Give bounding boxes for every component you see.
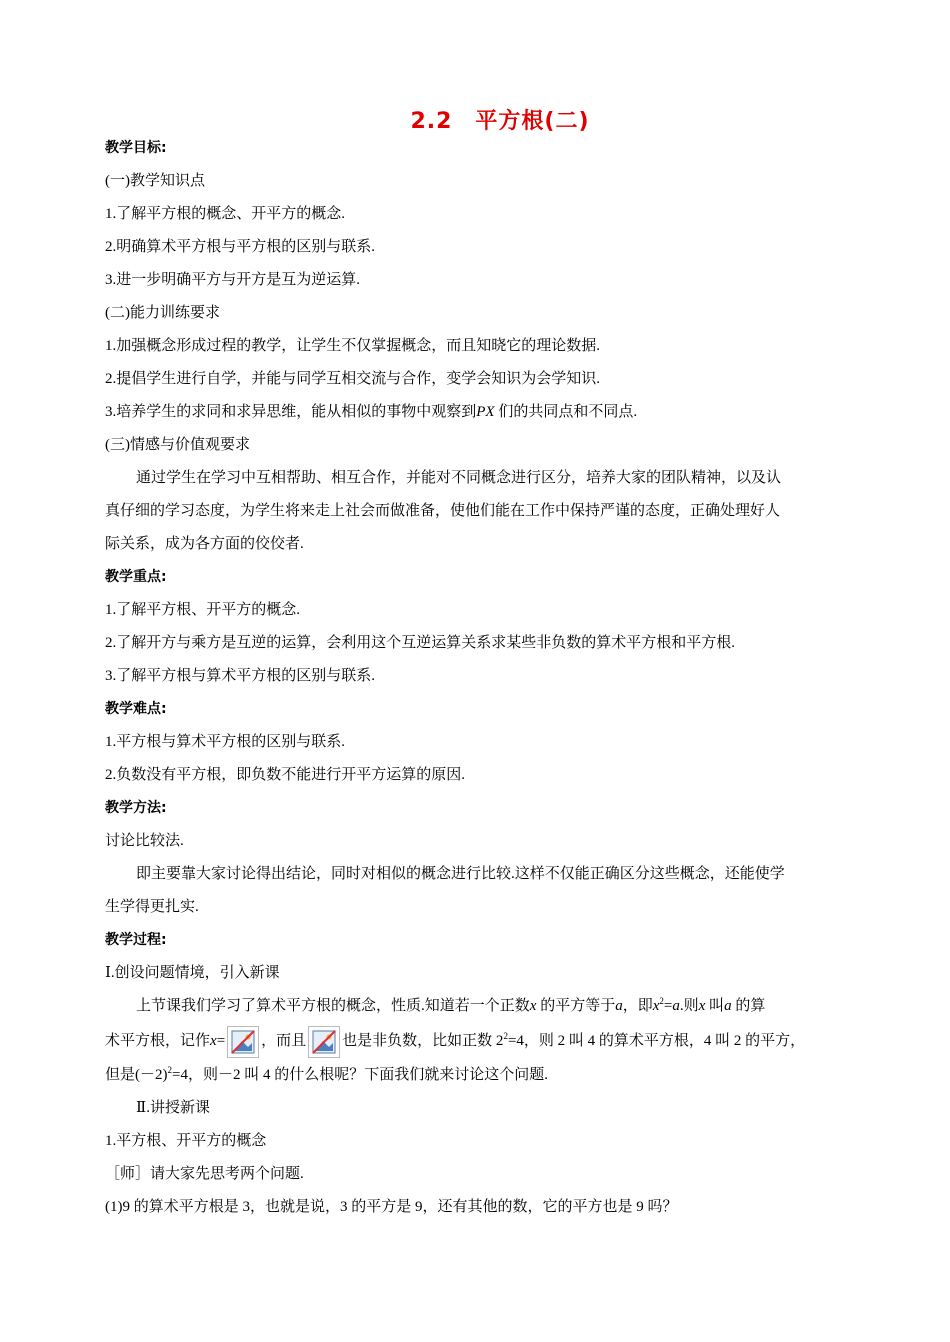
px-text: PX xyxy=(476,404,495,420)
ability-heading: (二)能力训练要求 xyxy=(105,305,220,321)
ability-item xyxy=(105,396,850,429)
ability-item-end: 们的共同点和不同点. xyxy=(498,404,638,420)
knowledge-heading: (一)教学知识点 xyxy=(105,173,205,189)
question-line: (1)9 的算术平方根是 3，也就是说，3 的平方是 9，还有其他的数，它的平方也是 9 吗？ xyxy=(105,1199,678,1215)
methods-heading: 教学方法: xyxy=(105,800,167,816)
knowledge-item: 2.明确算术平方根与平方根的区别与联系. xyxy=(105,239,376,255)
broken-image-icon xyxy=(308,1026,340,1058)
process-heading: 教学过程: xyxy=(105,932,167,948)
page-title: 2.2 平方根(二) xyxy=(410,109,590,134)
intro-line-3: 但是$(-2)^2=4$，则－2 叫 4 的什么根呢？下面我们就来讨论这个问题. xyxy=(105,1065,548,1083)
concept-heading: 1.平方根、开平方的概念 xyxy=(105,1133,267,1149)
emotion-heading: (三)情感与价值观要求 xyxy=(105,437,250,453)
teacher-line: ［师］请大家先思考两个问题. xyxy=(105,1166,304,1182)
broken-image-icon xyxy=(227,1026,259,1058)
section-heading: Ⅰ.创设问题情境，引入新课 xyxy=(105,965,280,981)
key-points-heading: 教学重点: xyxy=(105,569,167,585)
method-desc-line: 即主要靠大家讨论得出结论，同时对相似的概念进行比较.这样不仅能正确区分这些概念，还能使学 xyxy=(136,866,785,882)
key-point-item: 1.了解平方根、开平方的概念. xyxy=(105,602,301,618)
ability-item-text: 3.培养学生的求同和求异思维，能从相似的事物中观察到 xyxy=(105,404,477,420)
method-desc-line: 生学得更扎实. xyxy=(105,899,199,915)
key-point-item: 3.了解平方根与算术平方根的区别与联系. xyxy=(105,668,376,684)
intro-line-2: 术平方根，记作x= ，而且 也是非负数，比如正数 $2^2=4$，则 2 叫 4 的算术平方根，4 叫 2 的平方， xyxy=(105,1023,850,1059)
emotion-line: 通过学生在学习中互相帮助、相互合作，并能对不同概念进行区分，培养大家的团队精神，以及认 xyxy=(136,470,782,486)
knowledge-item: 3.进一步明确平方与开方是互为逆运算. xyxy=(105,272,361,288)
difficulties-heading: 教学难点: xyxy=(105,701,167,717)
ability-item: 1.加强概念形成过程的教学，让学生不仅掌握概念，而且知晓它的理论数据. xyxy=(105,338,601,354)
ability-item: 2.提倡学生进行自学，并能与同学互相交流与合作，变学会知识为会学知识. xyxy=(105,371,601,387)
knowledge-item: 1.了解平方根的概念、开平方的概念. xyxy=(105,206,346,222)
emotion-line: 际关系，成为各方面的佼佼者. xyxy=(105,536,304,552)
emotion-line: 真仔细的学习态度，为学生将来走上社会而做准备，使他们能在工作中保持严谨的态度，正确处理好人 xyxy=(105,503,781,519)
difficulty-item: 2.负数没有平方根，即负数不能进行开平方运算的原因. xyxy=(105,767,466,783)
objectives-heading: 教学目标: xyxy=(105,140,167,156)
difficulty-item: 1.平方根与算术平方根的区别与联系. xyxy=(105,734,346,750)
method-name: 讨论比较法. xyxy=(105,833,184,849)
document-body xyxy=(105,132,850,1224)
key-point-item: 2.了解开方与乘方是互逆的运算，会利用这个互逆运算关系求某些非负数的算术平方根和平方根. xyxy=(105,635,736,651)
intro-line-1: 上节课我们学习了算术平方根的概念，性质.知道若一个正数x 的平方等于a，即$x^2=a$.则x 叫a 的算 xyxy=(136,996,766,1014)
section-heading: Ⅱ.讲授新课 xyxy=(136,1100,210,1116)
